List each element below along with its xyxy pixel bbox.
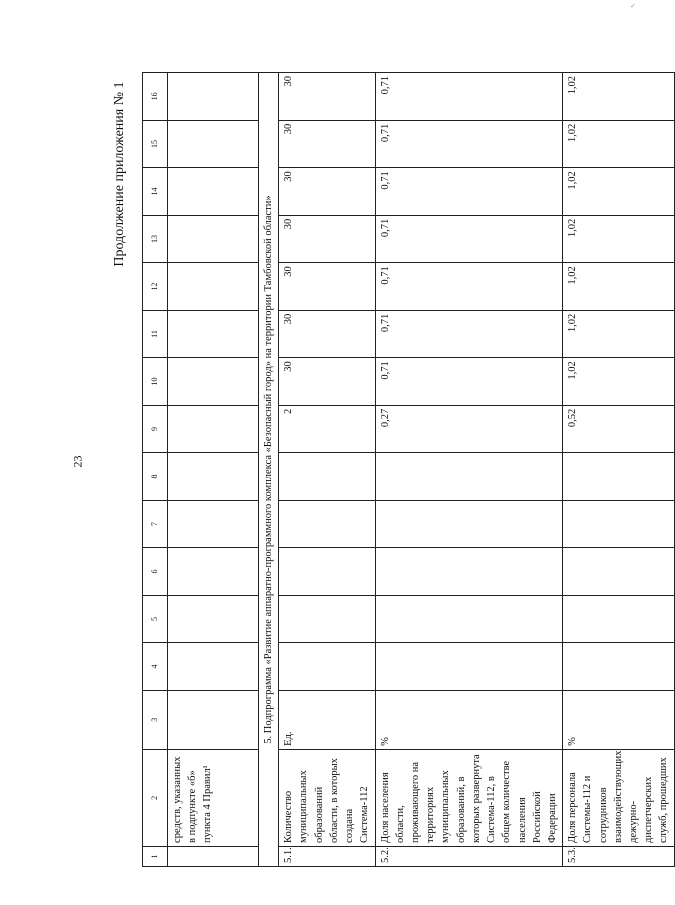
indicator-name: Доля персонала Системы-112 и сотрудников взаимодействующих дежурно-диспетчерских служб, прошедших xyxy=(563,749,675,846)
value-cell: 1,02 xyxy=(563,310,675,358)
value-cell: 30 xyxy=(279,358,375,406)
row-number: 5.1. xyxy=(279,846,375,866)
value-cell: 0,71 xyxy=(375,120,563,168)
table-row xyxy=(279,73,375,867)
value-cell: 1,02 xyxy=(563,168,675,216)
value-cell: 1,02 xyxy=(563,263,675,311)
col-header: 4 xyxy=(143,643,168,691)
column-number-row xyxy=(143,73,168,867)
indicators-table xyxy=(142,72,675,867)
table-row xyxy=(168,73,259,867)
col-header: 8 xyxy=(143,453,168,501)
unit: % xyxy=(563,690,675,749)
value-cell xyxy=(563,548,675,596)
value-cell xyxy=(375,548,563,596)
value-cell xyxy=(279,500,375,548)
value-cell xyxy=(279,595,375,643)
value-cell: 30 xyxy=(279,73,375,121)
corner-mark: ✓ xyxy=(630,2,636,10)
value-cell: 0,71 xyxy=(375,310,563,358)
col-header: 14 xyxy=(143,168,168,216)
value-cell xyxy=(563,453,675,501)
value-cell: 0,71 xyxy=(375,168,563,216)
col-header: 7 xyxy=(143,500,168,548)
col-header: 1 xyxy=(143,846,168,866)
value-cell: 0,52 xyxy=(563,405,675,453)
section-row xyxy=(259,73,279,867)
unit: % xyxy=(375,690,563,749)
value-cell: 30 xyxy=(279,215,375,263)
value-cell: 0,71 xyxy=(375,73,563,121)
row-number xyxy=(168,846,259,866)
col-header: 5 xyxy=(143,595,168,643)
value-cell xyxy=(563,643,675,691)
value-cell: 0,71 xyxy=(375,358,563,406)
value-cell: 30 xyxy=(279,310,375,358)
value-cell xyxy=(279,453,375,501)
value-cell xyxy=(375,595,563,643)
indicator-name: Количество муниципальных образований области, в которых создана Система-112 xyxy=(279,749,375,846)
value-cell: 2 xyxy=(279,405,375,453)
col-header: 13 xyxy=(143,215,168,263)
col-header: 10 xyxy=(143,358,168,406)
value-cell: 0,27 xyxy=(375,405,563,453)
indicator-name: Доля населения области, проживающего на территориях муниципальных образований, в которых развернута Система-112, в общем количестве населения Российской Федерации xyxy=(375,749,563,846)
value-cell: 0,71 xyxy=(375,263,563,311)
value-cell: 30 xyxy=(279,120,375,168)
value-cell xyxy=(563,500,675,548)
value-cell xyxy=(375,643,563,691)
value-cell xyxy=(279,643,375,691)
table-row xyxy=(563,73,675,867)
rotated-table-container xyxy=(142,72,670,867)
section-title: 5. Подпрограмма «Развитие аппаратно-программного комплекса «Безопасный город» на территории Тамбовской области» xyxy=(259,73,279,867)
appendix-title: Продолжение приложения № 1 xyxy=(112,81,127,267)
indicator-name: средств, указанных в подпункте «б» пункта 4 Правил¹ xyxy=(168,749,259,846)
unit: Ед. xyxy=(279,690,375,749)
col-header: 16 xyxy=(143,73,168,121)
col-header: 12 xyxy=(143,263,168,311)
value-cell xyxy=(563,595,675,643)
col-header: 2 xyxy=(143,749,168,846)
value-cell: 1,02 xyxy=(563,215,675,263)
col-header: 9 xyxy=(143,405,168,453)
value-cell: 30 xyxy=(279,263,375,311)
table-row xyxy=(375,73,563,867)
value-cell: 1,02 xyxy=(563,358,675,406)
row-number: 5.2. xyxy=(375,846,563,866)
col-header: 11 xyxy=(143,310,168,358)
value-cell xyxy=(279,548,375,596)
col-header: 15 xyxy=(143,120,168,168)
row-number: 5.3. xyxy=(563,846,675,866)
value-cell xyxy=(375,500,563,548)
col-header: 3 xyxy=(143,690,168,749)
value-cell: 0,71 xyxy=(375,215,563,263)
value-cell xyxy=(375,453,563,501)
page-number: 23 xyxy=(70,455,85,468)
value-cell: 1,02 xyxy=(563,120,675,168)
value-cell: 30 xyxy=(279,168,375,216)
col-header: 6 xyxy=(143,548,168,596)
value-cell: 1,02 xyxy=(563,73,675,121)
